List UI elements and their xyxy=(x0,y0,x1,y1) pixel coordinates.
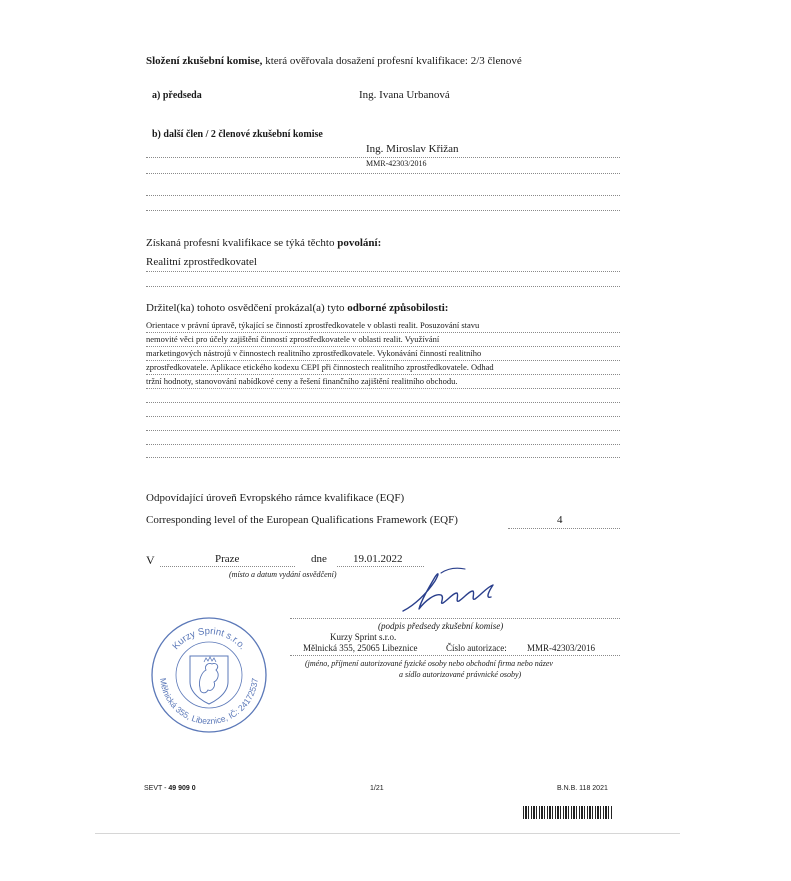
dotted-line xyxy=(146,388,620,389)
dotted-line xyxy=(146,444,620,445)
dotted-line xyxy=(146,173,620,174)
date-dne: dne xyxy=(311,553,327,565)
skill-line: tržní hodnoty, stanovování nabídkové ceny a řešení finančního zajištění realitního obchodu. xyxy=(146,376,458,386)
company-address: Mělnická 355, 25065 Libeznice xyxy=(303,643,418,653)
dotted-line xyxy=(146,346,620,347)
signature-note-line1: (jméno, příjmení autorizované fyzické osoby nebo obchodní firma nebo název xyxy=(305,659,553,668)
dotted-line xyxy=(146,157,620,158)
chair-label: a) předseda xyxy=(152,90,202,101)
chair-name: Ing. Ivana Urbanová xyxy=(359,89,450,101)
authorization-number: MMR-42303/2016 xyxy=(527,643,596,653)
dotted-line xyxy=(290,618,620,619)
eqf-cz: Odpovídající úroveň Evropského rámce kvalifikace (EQF) xyxy=(146,492,405,504)
dotted-line xyxy=(146,402,620,403)
dotted-line xyxy=(146,332,620,333)
skills-heading-bold: odborné způsobilosti: xyxy=(347,302,449,314)
dotted-line xyxy=(146,210,620,211)
stamp-top-text: Kurzy Sprint s.r.o. xyxy=(170,625,248,653)
commission-heading-bold: Složení zkušební komise, xyxy=(146,55,263,67)
footer-left-prefix: SEVT - xyxy=(144,785,169,792)
member-name: Ing. Miroslav Křižan xyxy=(366,143,459,155)
dotted-line xyxy=(146,360,620,361)
footer-page: 1/21 xyxy=(370,785,384,792)
skill-line: marketingových nástrojů v činnostech realitního zprostředkovatele. Vykonávání činností realitního xyxy=(146,348,482,358)
dotted-line xyxy=(290,655,620,656)
signature-caption: (podpis předsedy zkušební komise) xyxy=(378,621,504,631)
place-date-caption: (místo a datum vydání osvědčení) xyxy=(229,570,337,579)
barcode xyxy=(523,806,613,819)
skill-line: zprostředkovatele. Aplikace etického kodexu CEPI při činnostech realitního zprostředkovatele. Odhad xyxy=(146,362,494,372)
dotted-line xyxy=(160,566,295,567)
dotted-line xyxy=(146,374,620,375)
authorization-label: Číslo autorizace: xyxy=(446,643,507,653)
bottom-rule xyxy=(95,833,680,834)
dotted-line xyxy=(146,457,620,458)
dotted-line xyxy=(146,271,620,272)
footer-left-code: 49 909 0 xyxy=(168,785,196,792)
dotted-line xyxy=(146,195,620,196)
eqf-level: 4 xyxy=(557,514,563,526)
dotted-line xyxy=(508,528,620,529)
date-value: 19.01.2022 xyxy=(353,553,403,565)
skill-line: Orientace v právní úpravě, týkající se činností zprostředkovatele v oblasti realit. Posuzování stavu xyxy=(146,320,480,330)
skill-line: nemovité věci pro účely zajištění činností zprostředkovatele v oblasti realit. Využívání xyxy=(146,334,440,344)
profession-value: Realitní zprostředkovatel xyxy=(146,256,257,268)
stamp-bottom-text: Mělnická 355, Libeznice, IČ: 24172537 xyxy=(158,677,260,726)
profession-heading-rest: Získaná profesní kvalifikace se týká těchto xyxy=(146,237,338,249)
company-name: Kurzy Sprint s.r.o. xyxy=(330,632,397,642)
skills-heading-rest: Držitel(ka) tohoto osvědčení prokázal(a) tyto xyxy=(146,302,348,314)
eqf-en: Corresponding level of the European Qualifications Framework (EQF) xyxy=(146,514,458,526)
footer-left xyxy=(144,785,196,792)
profession-heading-bold: povolání: xyxy=(337,237,382,249)
skills-heading xyxy=(146,302,448,314)
place-value: Praze xyxy=(215,553,240,565)
svg-text:Kurzy Sprint s.r.o. xyxy=(170,626,247,652)
company-stamp xyxy=(150,616,268,734)
footer-right: B.N.B. 118 2021 xyxy=(557,785,608,792)
dotted-line xyxy=(146,416,620,417)
dotted-line xyxy=(146,286,620,287)
signature-note-line2: a sídlo autorizované právnické osoby) xyxy=(399,670,522,679)
place-v: V xyxy=(146,553,155,567)
dotted-line xyxy=(146,430,620,431)
signature-image xyxy=(395,563,505,618)
members-label: b) další člen / 2 členové zkušební komise xyxy=(152,129,323,140)
coat-of-arms-icon xyxy=(190,656,228,704)
commission-heading xyxy=(146,55,522,67)
profession-heading xyxy=(146,237,381,249)
member-code: MMR-42303/2016 xyxy=(366,159,427,168)
commission-heading-rest: která ověřovala dosažení profesní kvalifikace: 2/3 členové xyxy=(262,55,522,67)
